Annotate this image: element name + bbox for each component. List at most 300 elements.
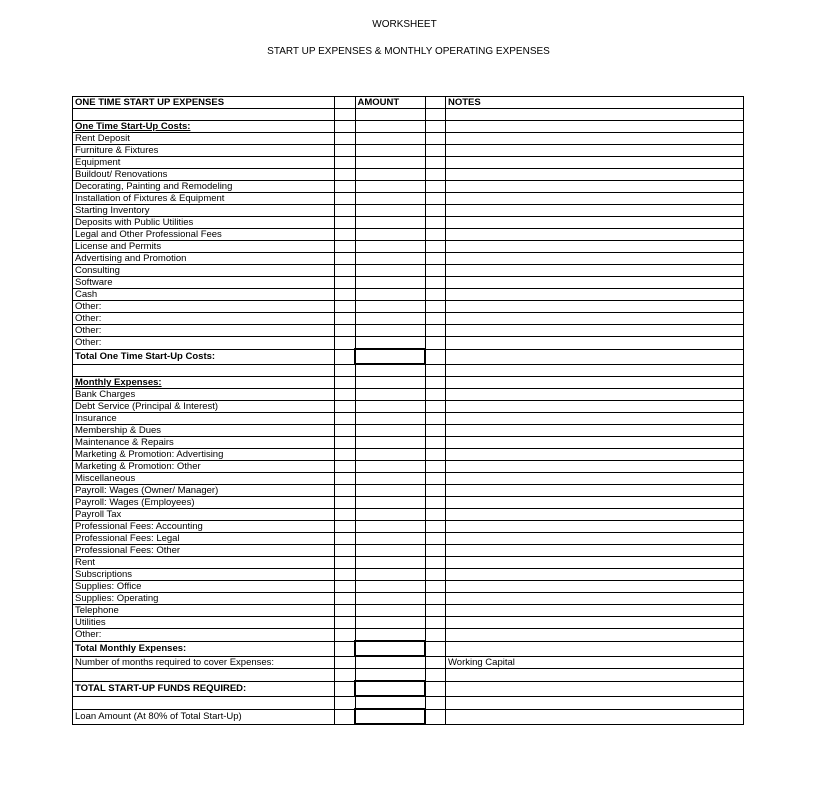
notes-cell[interactable]: [446, 461, 744, 473]
table-row: [73, 401, 744, 413]
row-label: Other:: [73, 337, 335, 350]
table-row: [73, 205, 744, 217]
amount-cell[interactable]: [355, 437, 425, 449]
spacer-cell: [425, 709, 446, 724]
spacer-cell: [425, 413, 446, 425]
table-row: [73, 605, 744, 617]
table-row: [73, 669, 744, 682]
spacer-cell: [425, 605, 446, 617]
notes-cell[interactable]: [446, 121, 744, 133]
spacer-cell: [425, 241, 446, 253]
table-row: [73, 337, 744, 350]
table-row: [73, 109, 744, 121]
amount-cell[interactable]: [355, 229, 425, 241]
notes-cell[interactable]: [446, 241, 744, 253]
row-label: Other:: [73, 301, 335, 313]
table-row: [73, 581, 744, 593]
spacer-cell: [335, 521, 356, 533]
notes-cell[interactable]: [446, 325, 744, 337]
spacer-cell: [335, 229, 356, 241]
table-row: [73, 629, 744, 642]
row-label: License and Permits: [73, 241, 335, 253]
amount-cell[interactable]: [355, 217, 425, 229]
table-row: [73, 265, 744, 277]
spacer-cell: [425, 97, 446, 109]
amount-cell[interactable]: [355, 301, 425, 313]
spacer-cell: [335, 121, 356, 133]
spacer-cell: [335, 509, 356, 521]
table-row: [73, 217, 744, 229]
spacer-cell: [335, 169, 356, 181]
spacer-cell: [335, 461, 356, 473]
table-row: [73, 485, 744, 497]
amount-cell[interactable]: [355, 605, 425, 617]
row-label: Furniture & Fixtures: [73, 145, 335, 157]
table-row: [73, 681, 744, 696]
notes-cell[interactable]: [446, 641, 744, 656]
notes-cell[interactable]: [446, 497, 744, 509]
spacer-cell: [425, 301, 446, 313]
spacer-cell: [425, 473, 446, 485]
row-label: Miscellaneous: [73, 473, 335, 485]
row-label: Advertising and Promotion: [73, 253, 335, 265]
row-label: Rent Deposit: [73, 133, 335, 145]
spacer-cell: [335, 473, 356, 485]
table-row: [73, 349, 744, 364]
spacer-cell: [425, 109, 446, 121]
notes-cell[interactable]: [446, 133, 744, 145]
spacer-cell: [335, 277, 356, 289]
amount-cell[interactable]: [355, 696, 425, 709]
spacer-cell: [425, 377, 446, 389]
row-label: [73, 696, 335, 709]
amount-cell[interactable]: [355, 181, 425, 193]
row-label: TOTAL START-UP FUNDS REQUIRED:: [73, 681, 335, 696]
row-label: [73, 364, 335, 377]
notes-cell[interactable]: [446, 157, 744, 169]
table-row: [73, 656, 744, 669]
spacer-cell: [425, 229, 446, 241]
spacer-cell: [335, 313, 356, 325]
amount-cell[interactable]: [355, 617, 425, 629]
spacer-cell: [425, 681, 446, 696]
spacer-cell: [425, 265, 446, 277]
spacer-cell: [335, 641, 356, 656]
notes-cell[interactable]: [446, 229, 744, 241]
notes-cell[interactable]: [446, 401, 744, 413]
notes-cell[interactable]: [446, 181, 744, 193]
spacer-cell: [425, 289, 446, 301]
spacer-cell: [425, 121, 446, 133]
table-row: [73, 121, 744, 133]
spacer-cell: [335, 593, 356, 605]
notes-cell[interactable]: [446, 389, 744, 401]
spacer-cell: [425, 629, 446, 642]
spacer-cell: [425, 193, 446, 205]
table-row: [73, 617, 744, 629]
row-label: Payroll: Wages (Owner/ Manager): [73, 485, 335, 497]
total-amount-cell[interactable]: [355, 641, 425, 656]
amount-cell[interactable]: [355, 253, 425, 265]
table-row: [73, 145, 744, 157]
spacer-cell: [335, 217, 356, 229]
notes-cell[interactable]: [446, 277, 744, 289]
spacer-cell: [335, 377, 356, 389]
spacer-cell: [335, 109, 356, 121]
table-row: [73, 533, 744, 545]
spacer-cell: [335, 681, 356, 696]
header-amount: AMOUNT: [355, 97, 425, 109]
spacer-cell: [335, 241, 356, 253]
amount-cell[interactable]: [355, 169, 425, 181]
table-row: [73, 497, 744, 509]
table-row: [73, 641, 744, 656]
amount-cell[interactable]: [355, 121, 425, 133]
total-amount-cell[interactable]: [355, 349, 425, 364]
spacer-cell: [425, 696, 446, 709]
spacer-cell: [335, 449, 356, 461]
table-row: [73, 241, 744, 253]
notes-cell[interactable]: [446, 205, 744, 217]
row-label: Bank Charges: [73, 389, 335, 401]
spacer-cell: [335, 437, 356, 449]
table-row: [73, 229, 744, 241]
notes-cell[interactable]: [446, 337, 744, 350]
notes-cell[interactable]: [446, 193, 744, 205]
notes-cell[interactable]: [446, 557, 744, 569]
spacer-cell: [335, 289, 356, 301]
row-label: Deposits with Public Utilities: [73, 217, 335, 229]
amount-cell[interactable]: [355, 377, 425, 389]
table-row: [73, 364, 744, 377]
spacer-cell: [425, 389, 446, 401]
header-notes: NOTES: [446, 97, 744, 109]
notes-cell[interactable]: Working Capital: [446, 656, 744, 669]
row-label: Utilities: [73, 617, 335, 629]
notes-cell[interactable]: [446, 581, 744, 593]
table-row: [73, 253, 744, 265]
amount-cell[interactable]: [355, 485, 425, 497]
amount-cell[interactable]: [355, 289, 425, 301]
spacer-cell: [425, 461, 446, 473]
spacer-cell: [335, 656, 356, 669]
amount-cell[interactable]: [355, 205, 425, 217]
amount-cell[interactable]: [355, 425, 425, 437]
spacer-cell: [335, 709, 356, 724]
notes-cell[interactable]: [446, 629, 744, 642]
amount-cell[interactable]: [355, 364, 425, 377]
table-row: [73, 461, 744, 473]
spacer-cell: [335, 193, 356, 205]
row-label: Other:: [73, 325, 335, 337]
total-amount-cell[interactable]: [355, 709, 425, 724]
table-row: [73, 473, 744, 485]
notes-cell[interactable]: [446, 169, 744, 181]
amount-cell[interactable]: [355, 241, 425, 253]
notes-cell[interactable]: [446, 301, 744, 313]
spacer-cell: [425, 581, 446, 593]
amount-cell[interactable]: [355, 593, 425, 605]
spacer-cell: [335, 497, 356, 509]
row-label: Supplies: Office: [73, 581, 335, 593]
amount-cell[interactable]: [355, 277, 425, 289]
spacer-cell: [335, 97, 356, 109]
row-label: Marketing & Promotion: Advertising: [73, 449, 335, 461]
spacer-cell: [425, 569, 446, 581]
spacer-cell: [425, 313, 446, 325]
spacer-cell: [425, 364, 446, 377]
table-row: [73, 545, 744, 557]
spacer-cell: [335, 133, 356, 145]
notes-cell[interactable]: [446, 425, 744, 437]
notes-cell[interactable]: [446, 509, 744, 521]
row-label: Buildout/ Renovations: [73, 169, 335, 181]
spacer-cell: [425, 425, 446, 437]
row-label: Marketing & Promotion: Other: [73, 461, 335, 473]
spacer-cell: [335, 696, 356, 709]
amount-cell[interactable]: [355, 337, 425, 350]
row-label: Total Monthly Expenses:: [73, 641, 335, 656]
amount-cell[interactable]: [355, 133, 425, 145]
table-row: [73, 557, 744, 569]
spacer-cell: [425, 449, 446, 461]
table-row: [73, 277, 744, 289]
table-row: [73, 709, 744, 724]
table-row: [73, 593, 744, 605]
row-label: Monthly Expenses:: [73, 377, 335, 389]
amount-cell[interactable]: [355, 569, 425, 581]
spacer-cell: [425, 509, 446, 521]
table-row: [73, 181, 744, 193]
table-row: [73, 437, 744, 449]
spacer-cell: [425, 217, 446, 229]
row-label: Cash: [73, 289, 335, 301]
notes-cell[interactable]: [446, 669, 744, 682]
spacer-cell: [425, 337, 446, 350]
row-label: [73, 669, 335, 682]
spacer-cell: [335, 425, 356, 437]
notes-cell[interactable]: [446, 109, 744, 121]
worksheet-subtitle: START UP EXPENSES & MONTHLY OPERATING EXPENSES: [267, 46, 550, 57]
spacer-cell: [425, 497, 446, 509]
row-label: Professional Fees: Legal: [73, 533, 335, 545]
row-label: Starting Inventory: [73, 205, 335, 217]
spacer-cell: [425, 545, 446, 557]
worksheet-title: WORKSHEET: [372, 19, 437, 30]
spacer-cell: [425, 617, 446, 629]
table-row: [73, 289, 744, 301]
amount-cell[interactable]: [355, 533, 425, 545]
row-label: Loan Amount (At 80% of Total Start-Up): [73, 709, 335, 724]
notes-cell[interactable]: [446, 709, 744, 724]
notes-cell[interactable]: [446, 473, 744, 485]
spacer-cell: [335, 265, 356, 277]
spacer-cell: [335, 569, 356, 581]
notes-cell[interactable]: [446, 217, 744, 229]
spacer-cell: [335, 145, 356, 157]
notes-cell[interactable]: [446, 521, 744, 533]
row-label: Supplies: Operating: [73, 593, 335, 605]
amount-cell[interactable]: [355, 461, 425, 473]
spacer-cell: [425, 641, 446, 656]
notes-cell[interactable]: [446, 253, 744, 265]
amount-cell[interactable]: [355, 497, 425, 509]
spacer-cell: [425, 133, 446, 145]
notes-cell[interactable]: [446, 681, 744, 696]
row-label: Maintenance & Repairs: [73, 437, 335, 449]
notes-cell[interactable]: [446, 437, 744, 449]
notes-cell[interactable]: [446, 449, 744, 461]
notes-cell[interactable]: [446, 313, 744, 325]
row-label: Total One Time Start-Up Costs:: [73, 349, 335, 364]
spacer-cell: [425, 437, 446, 449]
notes-cell[interactable]: [446, 696, 744, 709]
row-label: Telephone: [73, 605, 335, 617]
row-label: Payroll Tax: [73, 509, 335, 521]
spacer-cell: [425, 205, 446, 217]
worksheet-table: [72, 96, 744, 725]
spacer-cell: [335, 557, 356, 569]
amount-cell[interactable]: [355, 401, 425, 413]
table-row: [73, 301, 744, 313]
row-label: Payroll: Wages (Employees): [73, 497, 335, 509]
amount-cell[interactable]: [355, 413, 425, 425]
amount-cell[interactable]: [355, 265, 425, 277]
spacer-cell: [335, 533, 356, 545]
row-label: Other:: [73, 313, 335, 325]
amount-cell[interactable]: [355, 545, 425, 557]
notes-cell[interactable]: [446, 145, 744, 157]
row-label: Consulting: [73, 265, 335, 277]
table-row: [73, 696, 744, 709]
spacer-cell: [335, 581, 356, 593]
spacer-cell: [425, 533, 446, 545]
notes-cell[interactable]: [446, 265, 744, 277]
spacer-cell: [425, 325, 446, 337]
notes-cell[interactable]: [446, 413, 744, 425]
row-label: Equipment: [73, 157, 335, 169]
table-row: [73, 425, 744, 437]
row-label: Debt Service (Principal & Interest): [73, 401, 335, 413]
spacer-cell: [335, 364, 356, 377]
spacer-cell: [425, 277, 446, 289]
spacer-cell: [335, 669, 356, 682]
amount-cell[interactable]: [355, 509, 425, 521]
amount-cell[interactable]: [355, 629, 425, 642]
table-row: [73, 133, 744, 145]
total-amount-cell[interactable]: [355, 681, 425, 696]
row-label: Other:: [73, 629, 335, 642]
row-label: Professional Fees: Accounting: [73, 521, 335, 533]
table-row: [73, 169, 744, 181]
notes-cell[interactable]: [446, 593, 744, 605]
amount-cell[interactable]: [355, 389, 425, 401]
amount-cell[interactable]: [355, 325, 425, 337]
notes-cell[interactable]: [446, 485, 744, 497]
spacer-cell: [425, 669, 446, 682]
table-row: [73, 313, 744, 325]
spacer-cell: [425, 145, 446, 157]
spacer-cell: [335, 253, 356, 265]
row-label: Subscriptions: [73, 569, 335, 581]
spacer-cell: [425, 593, 446, 605]
spacer-cell: [335, 629, 356, 642]
spacer-cell: [335, 617, 356, 629]
notes-cell[interactable]: [446, 569, 744, 581]
table-row: [73, 521, 744, 533]
spacer-cell: [425, 557, 446, 569]
spacer-cell: [425, 485, 446, 497]
spacer-cell: [335, 389, 356, 401]
spacer-cell: [335, 325, 356, 337]
row-label: One Time Start-Up Costs:: [73, 121, 335, 133]
amount-cell[interactable]: [355, 581, 425, 593]
notes-cell[interactable]: [446, 289, 744, 301]
row-label: Membership & Dues: [73, 425, 335, 437]
amount-cell[interactable]: [355, 669, 425, 682]
notes-cell[interactable]: [446, 617, 744, 629]
spacer-cell: [335, 301, 356, 313]
amount-cell[interactable]: [355, 145, 425, 157]
spacer-cell: [335, 181, 356, 193]
row-label: Installation of Fixtures & Equipment: [73, 193, 335, 205]
table-row: [73, 413, 744, 425]
table-row: [73, 377, 744, 389]
notes-cell[interactable]: [446, 349, 744, 364]
spacer-cell: [425, 521, 446, 533]
spacer-cell: [425, 401, 446, 413]
table-row: [73, 157, 744, 169]
amount-cell[interactable]: [355, 473, 425, 485]
notes-cell[interactable]: [446, 545, 744, 557]
spacer-cell: [425, 181, 446, 193]
notes-cell[interactable]: [446, 605, 744, 617]
table-row: [73, 193, 744, 205]
notes-cell[interactable]: [446, 377, 744, 389]
spacer-cell: [335, 605, 356, 617]
spacer-cell: [425, 157, 446, 169]
header-expenses: ONE TIME START UP EXPENSES: [73, 97, 335, 109]
spacer-cell: [425, 349, 446, 364]
notes-cell[interactable]: [446, 364, 744, 377]
amount-cell[interactable]: [355, 313, 425, 325]
amount-cell[interactable]: [355, 109, 425, 121]
row-label: Number of months required to cover Expenses:: [73, 656, 335, 669]
amount-cell[interactable]: [355, 193, 425, 205]
amount-cell[interactable]: [355, 557, 425, 569]
amount-cell[interactable]: [355, 656, 425, 669]
notes-cell[interactable]: [446, 533, 744, 545]
table-row: [73, 509, 744, 521]
spacer-cell: [335, 337, 356, 350]
spacer-cell: [335, 545, 356, 557]
table-row: [73, 389, 744, 401]
row-label: Legal and Other Professional Fees: [73, 229, 335, 241]
spacer-cell: [335, 205, 356, 217]
amount-cell[interactable]: [355, 521, 425, 533]
amount-cell[interactable]: [355, 449, 425, 461]
spacer-cell: [335, 401, 356, 413]
row-label: Rent: [73, 557, 335, 569]
amount-cell[interactable]: [355, 157, 425, 169]
row-label: [73, 109, 335, 121]
spacer-cell: [335, 485, 356, 497]
row-label: Decorating, Painting and Remodeling: [73, 181, 335, 193]
spacer-cell: [425, 656, 446, 669]
row-label: Software: [73, 277, 335, 289]
row-label: Insurance: [73, 413, 335, 425]
table-row: [73, 325, 744, 337]
